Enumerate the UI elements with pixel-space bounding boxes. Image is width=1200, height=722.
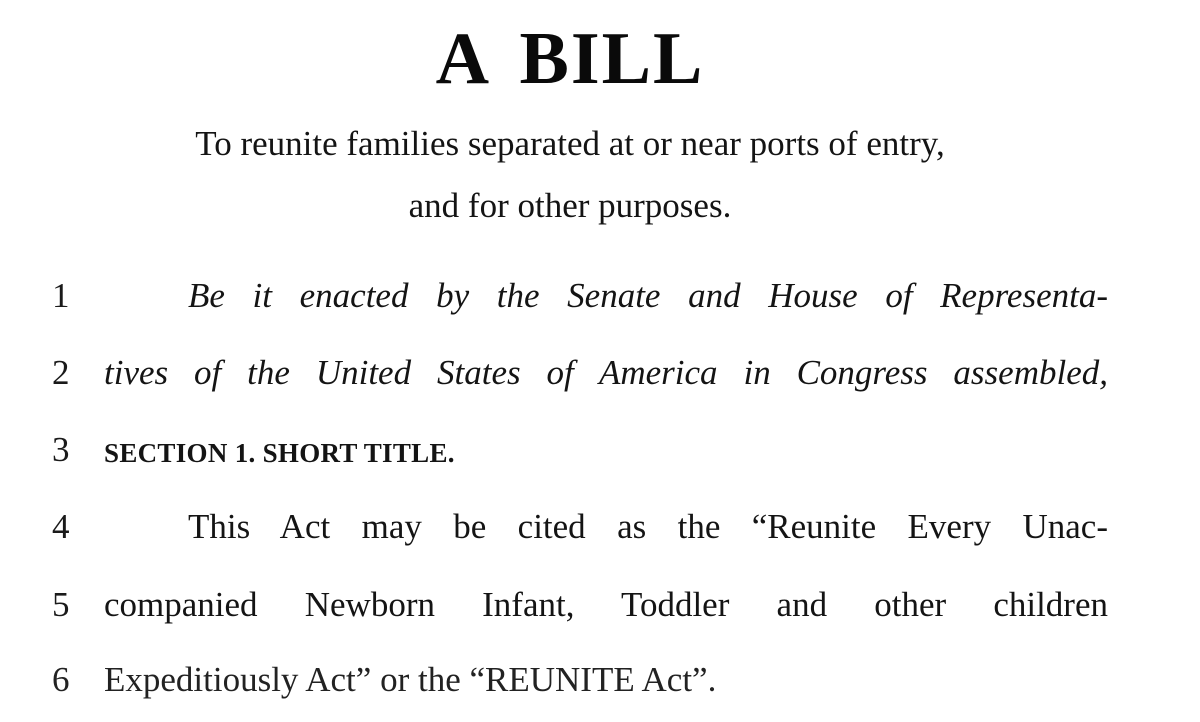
bill-line — [0, 509, 1200, 569]
section-heading: SECTION 1. SHORT TITLE. — [104, 438, 455, 468]
bill-line — [0, 278, 1200, 338]
bill-line — [0, 355, 1200, 415]
line-number: 4 — [52, 507, 70, 546]
line-number: 6 — [52, 660, 70, 699]
section-body-text: This Act may be cited as the “Reunite Every Unac- — [188, 507, 1108, 546]
line-number: 3 — [52, 430, 70, 469]
section-body-text: companied Newborn Infant, Toddler and other children — [104, 585, 1108, 624]
bill-line — [0, 662, 1200, 722]
bill-line — [0, 432, 1200, 492]
bill-line — [0, 587, 1200, 647]
line-number: 5 — [52, 585, 70, 624]
bill-purpose-line-2: and for other purposes. — [408, 186, 732, 225]
bill-purpose-line-1: To reunite families separated at or near ports of entry, — [195, 124, 945, 163]
line-number: 2 — [52, 353, 70, 392]
enacting-clause-text: Be it enacted by the Senate and House of Representa- — [188, 276, 1108, 315]
bill-title: A BILL — [435, 18, 705, 100]
line-number: 1 — [52, 276, 70, 315]
enacting-clause-text: tives of the United States of America in Congress assembled, — [104, 353, 1108, 392]
section-body-text: Expeditiously Act” or the “REUNITE Act”. — [104, 660, 717, 699]
